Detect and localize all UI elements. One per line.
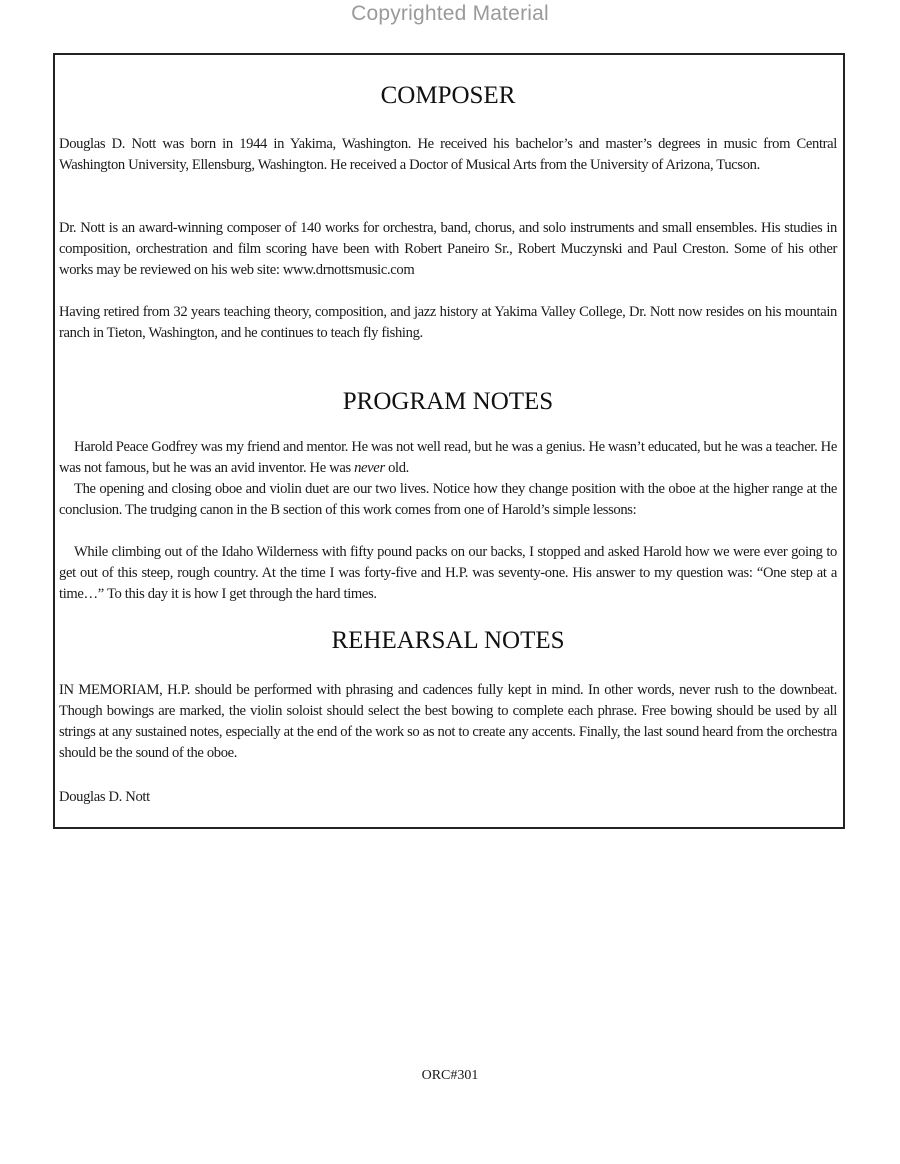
composer-paragraph-1: Douglas D. Nott was born in 1944 in Yakima, Washington. He received his bachelor’s and master’s degrees in music from Central Washington University, Ellensburg, Washington. He received a Doctor of Musical Arts from the University of Arizona, Tucson.	[59, 136, 837, 173]
copyright-watermark: Copyrighted Material	[351, 2, 549, 25]
rehearsal-notes-heading: REHEARSAL NOTES	[331, 627, 565, 654]
program-notes-heading: PROGRAM NOTES	[342, 388, 554, 415]
composer-paragraph-2: Dr. Nott is an award-winning composer of 140 works for orchestra, band, chorus, and solo instruments and small ensembles. His studies in composition, orchestration and film scoring have been with Robert Paneiro Sr., Robert Muczynski and Paul Creston. Some of his other works may be reviewed on his web site: www.drnottsmusic.com	[59, 220, 837, 278]
program-notes-paragraph-2: The opening and closing oboe and violin duet are our two lives. Notice how they change position with the oboe at the higher range at the conclusion. The trudging canon in the B section of this work comes from one of Harold’s simple lessons:	[59, 481, 837, 518]
rehearsal-notes-paragraph: IN MEMORIAM, H.P. should be performed with phrasing and cadences fully kept in mind. In other words, never rush to the downbeat. Though bowings are marked, the violin soloist should select the best bowing to complete each phrase. Free bowing should be used by all strings at any sustained notes, especially at the end of the work so as not to create any accents. Finally, the last sound heard from the orchestra should be the sound of the oboe.	[59, 682, 837, 761]
composer-heading: COMPOSER	[380, 82, 516, 109]
signature: Douglas D. Nott	[59, 789, 150, 805]
program-notes-p1-end: old.	[384, 460, 409, 476]
composer-paragraph-3: Having retired from 32 years teaching theory, composition, and jazz history at Yakima Valley College, Dr. Nott now resides on his mountain ranch in Tieton, Washington, and he continues to teach fly fishing.	[59, 304, 837, 341]
catalog-number: ORC#301	[421, 1068, 479, 1083]
program-notes-p1-text: Harold Peace Godfrey was my friend and mentor. He was not well read, but he was a genius. He wasn’t educated, but he was a teacher. He was not famous, but he was an avid inventor. He was	[59, 439, 837, 476]
program-notes-paragraph-3: While climbing out of the Idaho Wilderness with fifty pound packs on our backs, I stopped and asked Harold how we were ever going to get out of this steep, rough country. At the time I was forty-five and H.P. was seventy-one. His answer to my question was: “One step at a time…” To this day it is how I get through the hard times.	[59, 544, 837, 602]
program-notes-p1-emphasis: never	[354, 460, 385, 476]
program-notes-paragraph-1	[59, 437, 837, 479]
